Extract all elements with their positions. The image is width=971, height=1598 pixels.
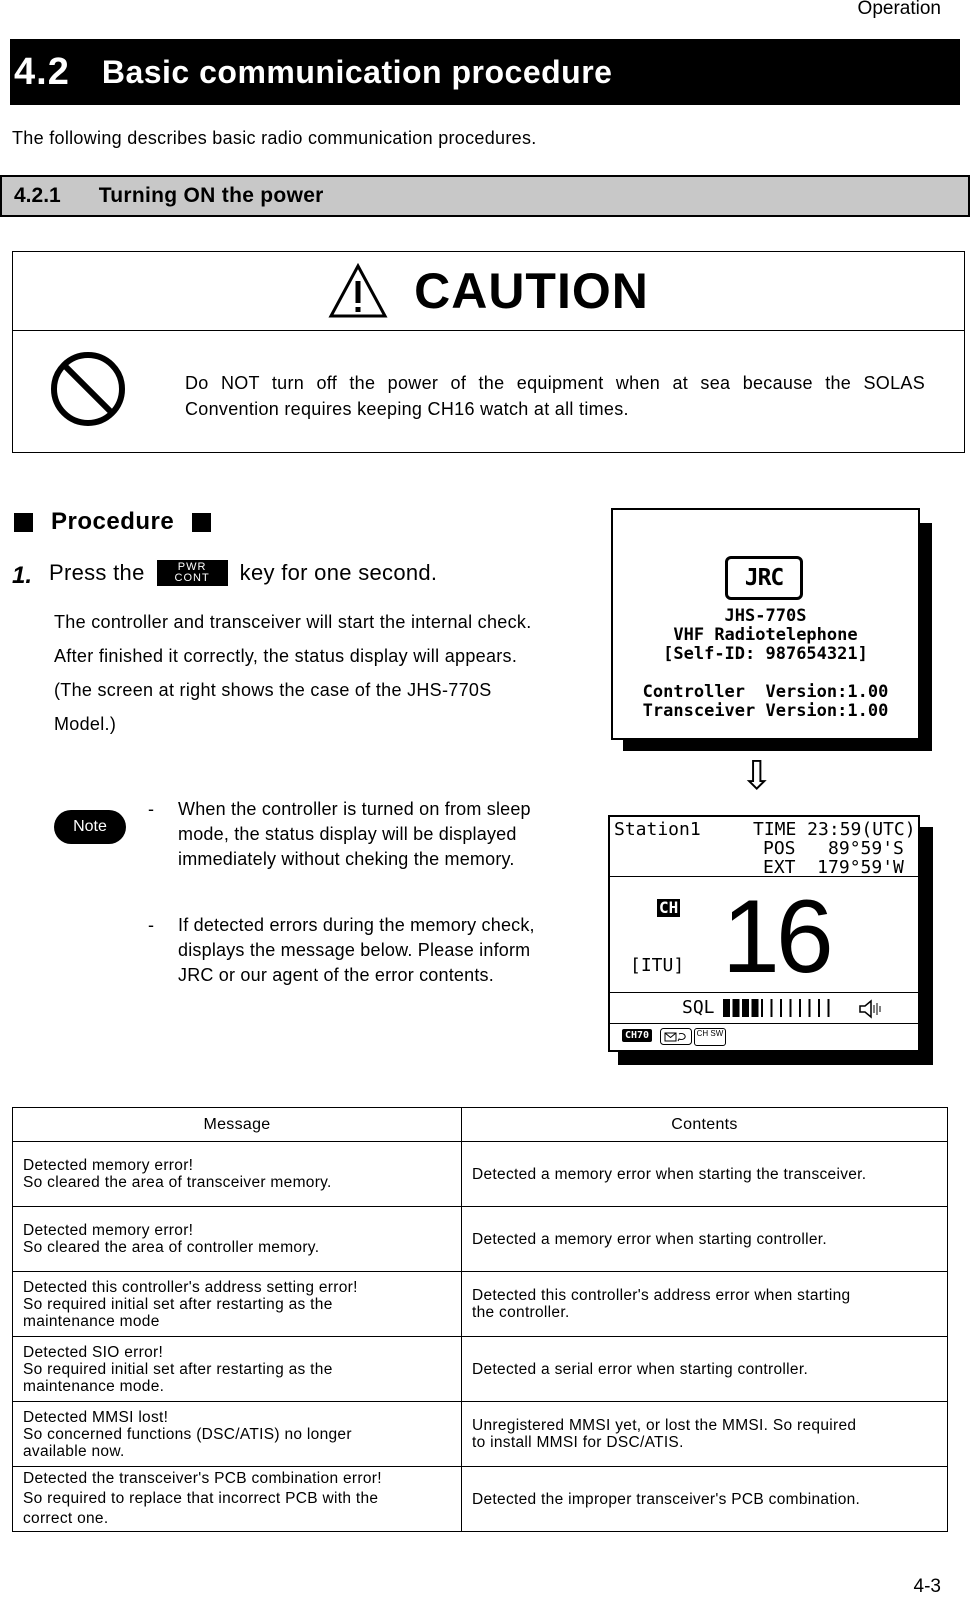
header-contents: Contents [462,1108,948,1142]
caution-title: CAUTION [414,263,649,319]
sql-segment-filled [733,999,740,1017]
message-line: So concerned functions (DSC/ATIS) no longer [23,1425,352,1443]
message-line: Detected memory error! [23,1222,194,1239]
contents-cell [462,1337,948,1402]
note-dash: - [148,799,155,819]
message-line: So required to replace that incorrect PCB with the [23,1490,379,1507]
note-dash: - [148,915,155,935]
key-label-top: PWR [177,561,207,573]
sql-segment-empty [799,999,801,1017]
contents-cell [462,1207,948,1272]
contents-line: Detected this controller's address error when starting [472,1287,851,1304]
message-line: Detected MMSI lost! [23,1408,169,1426]
message-cell [13,1142,462,1207]
message-line: Detected SIO error! [23,1343,164,1361]
message-line: maintenance mode [23,1312,160,1330]
procedure-heading [14,508,211,536]
channel-number: 16 [722,879,830,995]
channel-row [610,877,918,993]
sql-segment-empty [771,999,773,1017]
squelch-row [610,993,918,1024]
square-bullet-icon [192,513,211,532]
sql-segment-empty [790,999,792,1017]
controller-version: Controller Version:1.00 [642,682,889,702]
warning-triangle-icon [328,263,388,319]
sql-segment-filled [742,999,749,1017]
sql-segment-empty [818,999,820,1017]
message-icon [660,1028,692,1045]
sql-segment-empty [780,999,782,1017]
pwr-cont-key [157,560,228,586]
header-message: Message [13,1108,462,1142]
contents-line: Detected the improper transceiver's PCB combination. [472,1490,861,1508]
contents-line: Unregistered MMSI yet, or lost the MMSI. So required [472,1417,857,1434]
message-line: So cleared the area of transceiver memory. [23,1174,332,1191]
contents-line: Detected a memory error when starting controller. [472,1230,827,1248]
caution-box [12,251,965,453]
band-label: [ITU] [630,955,685,976]
message-line: So required initial set after restarting as the [23,1360,333,1378]
message-line: Detected memory error! [23,1157,194,1174]
sql-segment-filled [723,999,730,1017]
key-label-bottom: CONT [174,572,210,584]
table-row [13,1207,948,1272]
model-name: JHS-770S [724,606,807,626]
prohibition-icon [49,350,127,428]
table-row [13,1272,948,1337]
section-number: 4.2 [14,50,70,93]
jrc-logo: JRC [725,556,803,600]
note-item: If detected errors during the memory check, displays the message below. Please inform JRC or our agent of the error contents. [178,915,535,985]
ch-sw-indicator: CH SW [694,1028,726,1046]
step-prefix: Press the [49,560,145,585]
running-header: Operation [857,0,941,19]
sql-label: SQL [682,997,715,1018]
sql-segment-empty [809,999,811,1017]
table-row [13,1402,948,1467]
section-title: Basic communication procedure [101,53,613,90]
contents-line: to install MMSI for DSC/ATIS. [472,1434,684,1451]
square-bullet-icon [14,513,33,532]
caution-header [13,252,964,331]
message-cell [13,1402,462,1467]
message-cell [13,1467,462,1532]
caution-text: Do NOT turn off the power of the equipment when at sea because the SOLAS Convention requires keeping CH16 watch at all times. [185,373,925,419]
contents-cell [462,1467,948,1532]
ch70-indicator: CH70 [622,1029,652,1042]
contents-cell [462,1402,948,1467]
ext-readout: EXT 179°59'W [763,857,904,878]
note-badge: Note [54,810,126,844]
step-instruction [49,560,437,586]
contents-cell [462,1272,948,1337]
note-item: When the controller is turned on from sleep mode, the status display will be displayed immediately without cheking the memory. [178,799,531,869]
table-row [13,1142,948,1207]
time-readout: TIME 23:59(UTC) [753,819,916,840]
subsection-number: 4.2.1 [14,184,61,207]
self-id: [Self-ID: 987654321] [663,644,868,664]
table-header-row [13,1108,948,1142]
table-row [13,1467,948,1532]
position-readout: POS 89°59'S [763,838,904,859]
sql-segment-empty [828,999,830,1017]
contents-line: the controller. [472,1304,570,1321]
squelch-level-bar [723,999,839,1019]
page-number: 4-3 [913,1576,941,1597]
contents-line: Detected a memory error when starting the transceiver. [472,1165,867,1183]
message-line: maintenance mode. [23,1377,165,1395]
section-heading [10,39,960,105]
message-line: Detected the transceiver's PCB combination error! [23,1470,382,1487]
message-line: available now. [23,1442,125,1460]
table-row [13,1337,948,1402]
message-cell [13,1207,462,1272]
status-screen [608,815,920,1052]
status-footer-row [610,1024,918,1050]
sql-segment-empty [761,999,763,1017]
transceiver-version: Transceiver Version:1.00 [642,701,889,721]
subsection-heading [0,175,970,217]
error-message-table [12,1107,948,1532]
message-line: Detected this controller's address setting error! [23,1278,358,1296]
status-header-row [610,817,918,877]
contents-line: Detected a serial error when starting controller. [472,1360,809,1378]
step-description: The controller and transceiver will start the internal check. After finished it correctly, the status display will appears. (The screen at right shows the case of the JHS-770S Model.) [54,612,532,734]
message-line: correct one. [23,1510,109,1527]
step-suffix: key for one second. [239,560,438,585]
sql-segment-filled [752,999,759,1017]
intro-text: The following describes basic radio communication procedures. [12,128,537,148]
message-line: So required initial set after restarting as the [23,1295,333,1313]
message-line: So cleared the area of controller memory. [23,1239,320,1256]
procedure-title: Procedure [51,508,175,535]
speaker-icon [858,999,882,1019]
subsection-title: Turning ON the power [98,184,324,207]
device-name: VHF Radiotelephone [673,625,858,645]
message-cell [13,1337,462,1402]
message-cell [13,1272,462,1337]
station-name: Station1 [614,819,701,840]
startup-screen [611,508,920,740]
step-number: 1. [12,562,33,589]
down-arrow-icon: ⇩ [740,754,774,798]
ch-label: CH [659,898,679,917]
contents-cell [462,1142,948,1207]
